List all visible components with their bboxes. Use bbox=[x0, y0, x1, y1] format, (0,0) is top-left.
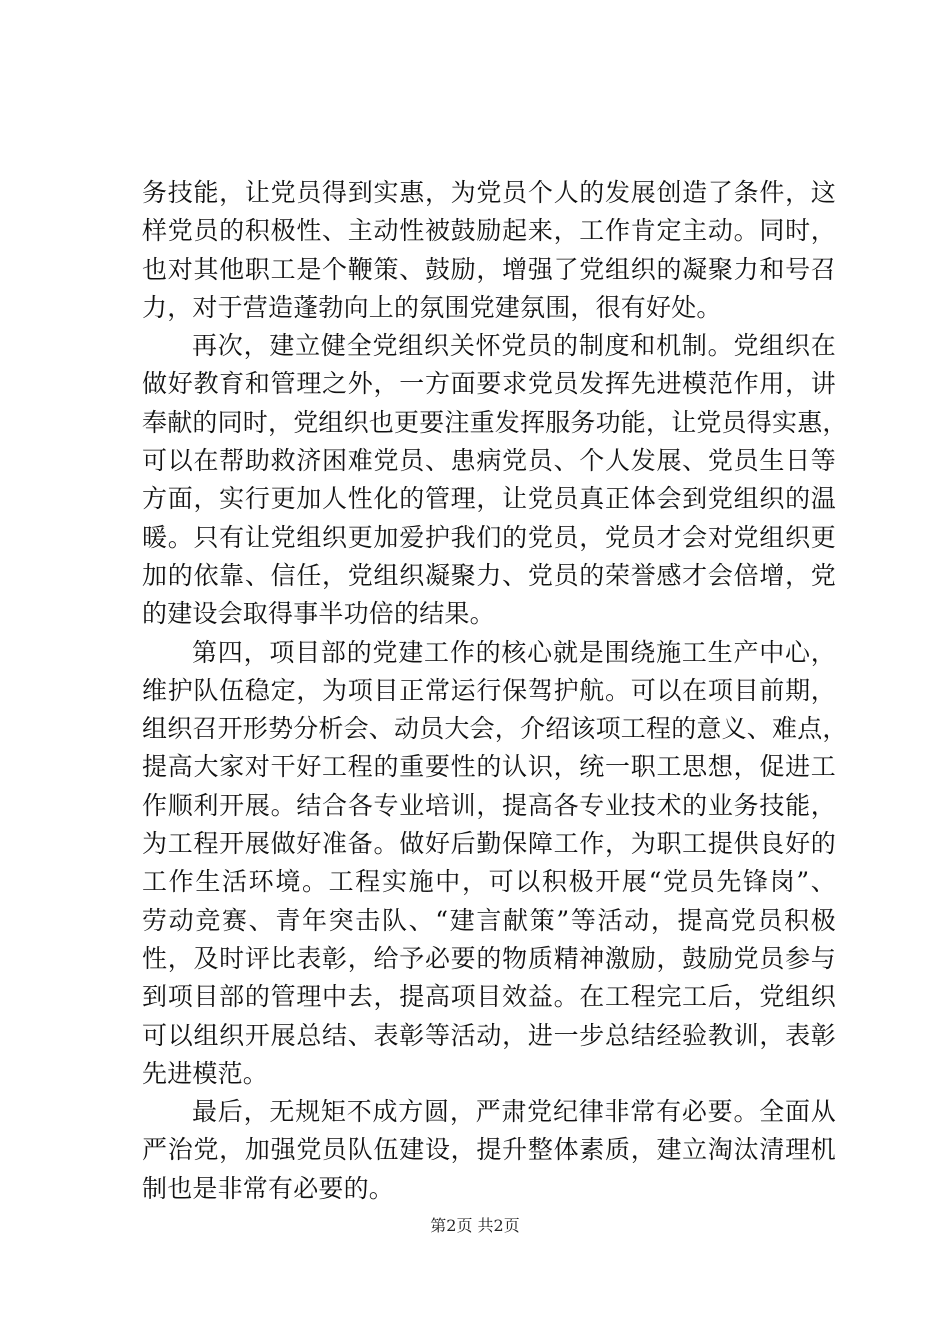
paragraph-first-line: 最后，无规矩不成方圆，严肃党纪律非常有必要。全面从 bbox=[192, 1097, 836, 1127]
text-line: 维护队伍稳定，为项目正常运行保驾护航。可以在项目前期， bbox=[142, 675, 836, 705]
body-text bbox=[142, 174, 848, 1208]
text-line: 也对其他职工是个鞭策、鼓励，增强了党组织的凝聚力和号召 bbox=[142, 254, 836, 284]
text-line: 提高大家对干好工程的重要性的认识，统一职工思想，促进工 bbox=[142, 752, 836, 782]
text-line: 劳动竞赛、青年突击队、“建言献策”等活动，提高党员积极 bbox=[142, 905, 836, 935]
text-line: 暖。只有让党组织更加爱护我们的党员，党员才会对党组织更 bbox=[142, 522, 836, 552]
text-line: 样党员的积极性、主动性被鼓励起来，工作肯定主动。同时， bbox=[142, 216, 836, 246]
text-line: 为工程开展做好准备。做好后勤保障工作，为职工提供良好的 bbox=[142, 829, 836, 859]
text-line: 方面，实行更加人性化的管理，让党员真正体会到党组织的温 bbox=[142, 484, 836, 514]
paragraph-first-line: 再次，建立健全党组织关怀党员的制度和机制。党组织在 bbox=[192, 331, 836, 361]
text-line: 工作生活环境。工程实施中，可以积极开展“党员先锋岗”、 bbox=[142, 867, 836, 897]
text-line: 性，及时评比表彰，给予必要的物质精神激励，鼓励党员参与 bbox=[142, 943, 836, 973]
text-line: 加的依靠、信任，党组织凝聚力、党员的荣誉感才会倍增，党 bbox=[142, 560, 836, 590]
text-line: 作顺利开展。结合各专业培训，提高各专业技术的业务技能， bbox=[142, 790, 836, 820]
text-line: 奉献的同时，党组织也更要注重发挥服务功能，让党员得实惠， bbox=[142, 407, 848, 437]
text-line: 的建设会取得事半功倍的结果。 bbox=[142, 599, 495, 629]
text-line: 制也是非常有必要的。 bbox=[142, 1173, 395, 1203]
text-line: 可以在帮助救济困难党员、患病党员、个人发展、党员生日等 bbox=[142, 446, 836, 476]
paragraph-first-line: 第四，项目部的党建工作的核心就是围绕施工生产中心， bbox=[192, 637, 836, 667]
page-number-footer: 第2页 共2页 bbox=[430, 1216, 520, 1235]
text-line: 可以组织开展总结、表彰等活动，进一步总结经验教训，表彰 bbox=[142, 1020, 836, 1050]
text-line: 力，对于营造蓬勃向上的氛围党建氛围，很有好处。 bbox=[142, 292, 722, 322]
text-line: 先进模范。 bbox=[142, 1058, 269, 1088]
text-line: 到项目部的管理中去，提高项目效益。在工程完工后，党组织 bbox=[142, 982, 836, 1012]
text-line: 做好教育和管理之外，一方面要求党员发挥先进模范作用，讲 bbox=[142, 369, 836, 399]
text-line: 组织召开形势分析会、动员大会，介绍该项工程的意义、难点， bbox=[142, 714, 848, 744]
text-line: 严治党，加强党员队伍建设，提升整体素质，建立淘汰清理机 bbox=[142, 1135, 836, 1165]
text-line: 务技能，让党员得到实惠，为党员个人的发展创造了条件，这 bbox=[142, 178, 836, 207]
